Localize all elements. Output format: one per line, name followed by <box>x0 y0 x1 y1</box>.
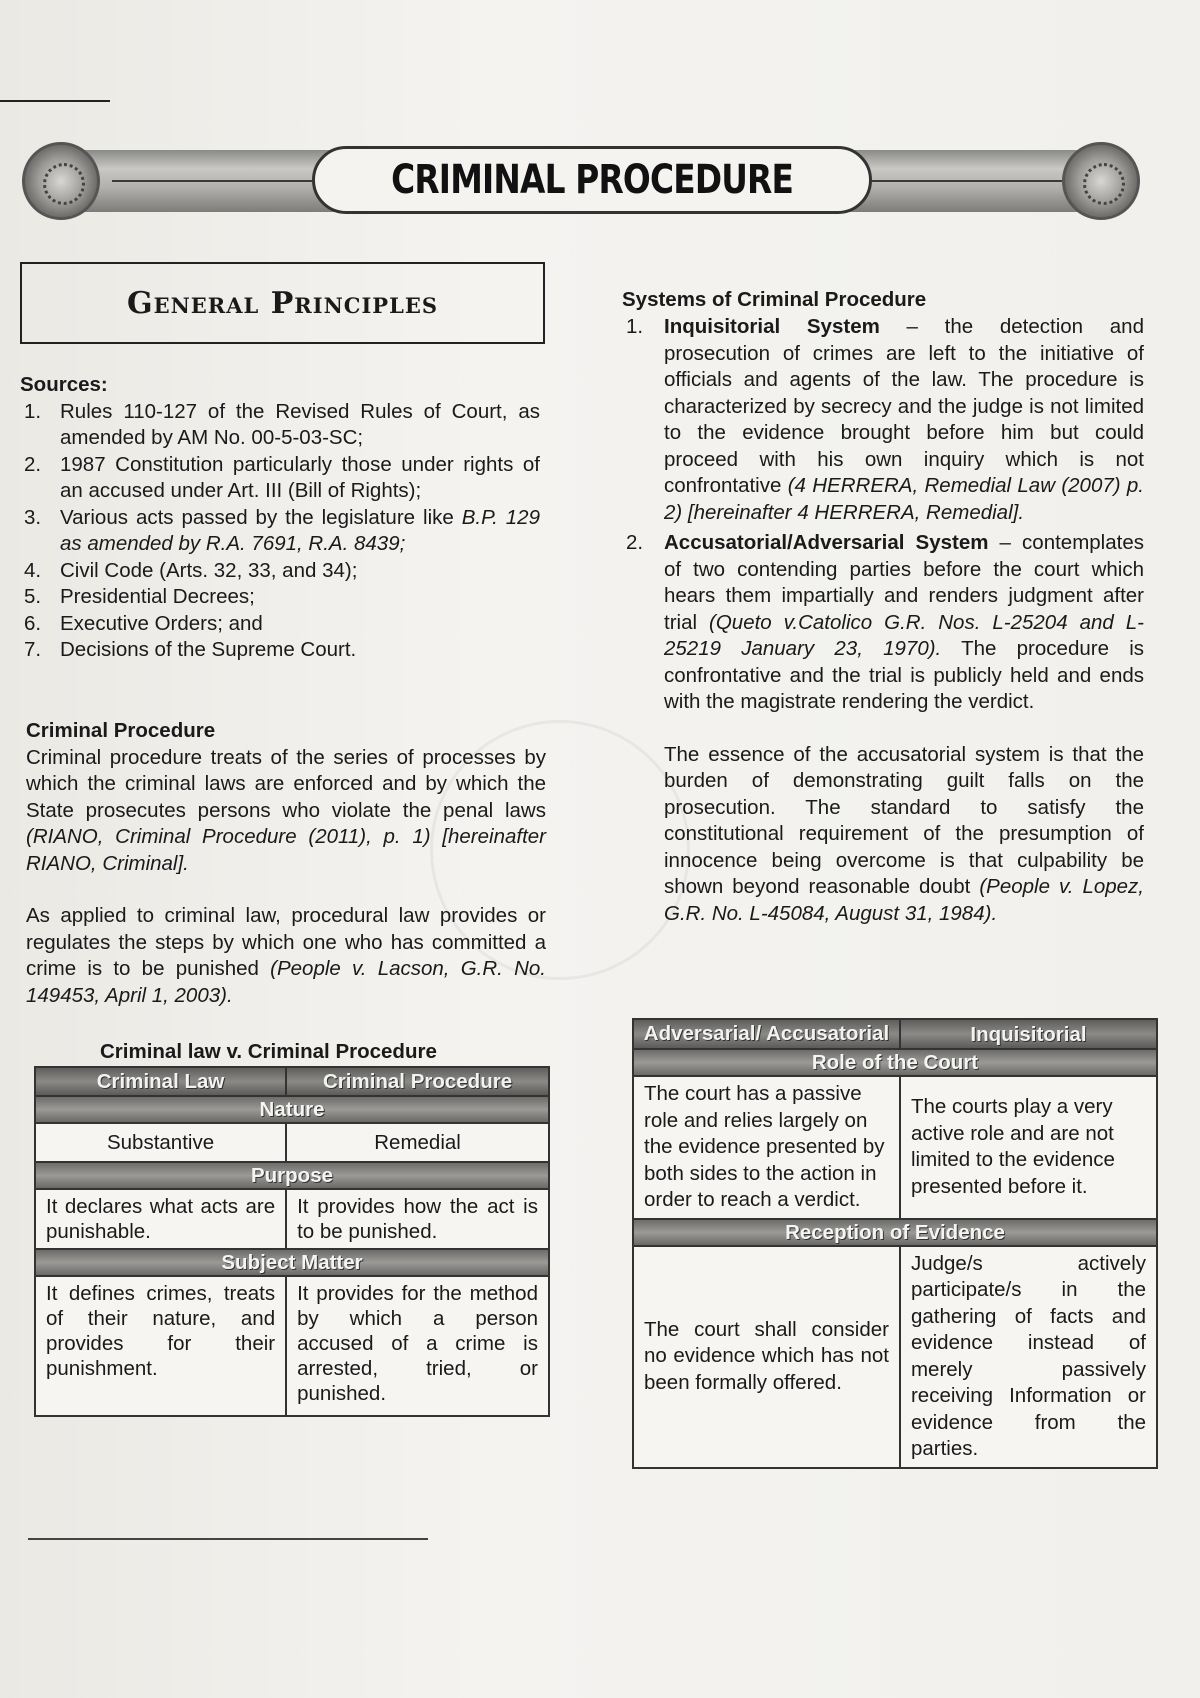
table-cell: The courts play a very active role and are not limited to the evidence presented before it. <box>900 1076 1157 1219</box>
banner-line-left <box>112 180 312 182</box>
system-title: Accusatorial/Adversarial System <box>664 531 989 554</box>
list-text: Presidential Decrees; <box>60 585 255 608</box>
column-header: Inquisitorial <box>900 1019 1157 1049</box>
comparison-table-law-procedure <box>34 1066 550 1417</box>
row-group-header: Role of the Court <box>633 1049 1157 1076</box>
table-cell: It defines crimes, treats of their nature, and provides for their punishment. <box>35 1276 286 1416</box>
paragraph-text: The essence of the accusatorial system is that the burden of demonstrating guilt falls on the prosecution. The standard to satisfy the constitutional requirement of the presumption of innocence being overcome is that culpability be shown beyond reasonable doubt <box>664 742 1144 898</box>
table-cell: It declares what acts are punishable. <box>35 1189 286 1249</box>
page-title: CRIMINAL PROCEDURE <box>391 157 793 203</box>
list-item <box>20 452 540 505</box>
list-text: Civil Code (Arts. 32, 33, and 34); <box>60 558 358 582</box>
column-header: Adversarial/ Accusatorial <box>633 1019 900 1049</box>
footer-rule <box>28 1538 428 1540</box>
sources-heading: Sources: <box>20 373 108 396</box>
list-item <box>20 611 540 638</box>
procedural-law-paragraph <box>26 903 546 1009</box>
list-number: 4. <box>24 558 42 582</box>
banner-plaque <box>312 146 872 214</box>
list-number: 6. <box>24 611 42 635</box>
table-cell: The court has a passive role and relies largely on the evidence presented by both sides to the action in order to reach a verdict. <box>633 1076 900 1219</box>
paragraph-text: Criminal procedure treats of the series of processes by which the criminal laws are enforced and by which the State prosecutes persons who violate the penal laws <box>26 745 546 822</box>
list-number: 5. <box>24 585 42 608</box>
row-group-header: Reception of Evidence <box>633 1219 1157 1246</box>
title-banner <box>22 140 1142 222</box>
table-caption: Criminal law v. Criminal Procedure <box>100 1040 437 1063</box>
table-cell: Remedial <box>286 1123 549 1162</box>
section-title: General Principles <box>126 285 439 321</box>
table-cell: It provides how the act is to be punished. <box>286 1189 549 1249</box>
criminal-procedure-paragraph <box>26 745 546 878</box>
system-text: – contemplates of two contending parties before the court which hears them impartially and renders judgment after trial <box>664 531 1144 634</box>
list-item <box>20 505 540 558</box>
systems-heading: Systems of Criminal Procedure <box>622 288 927 311</box>
system-text: The procedure is confrontative and the trial is publicly held and ends with the magistrate rendering the verdict. <box>664 637 1144 713</box>
list-number: 1. <box>24 399 42 423</box>
row-group-header: Purpose <box>35 1162 549 1189</box>
column-header: Criminal Law <box>35 1067 286 1096</box>
paragraph-citation: (People v. Lacson, G.R. No. 149453, April 1, 2003). <box>26 957 546 1007</box>
system-title: Inquisitorial System <box>664 315 880 338</box>
paragraph-citation: (RIANO, Criminal Procedure (2011), p. 1) [hereinafter RIANO, Criminal]. <box>26 825 546 875</box>
list-item <box>622 314 1144 526</box>
row-group-header: Subject Matter <box>35 1249 549 1276</box>
list-number: 3. <box>24 505 42 529</box>
comparison-table-systems <box>632 1018 1158 1469</box>
section-title-box <box>20 262 545 344</box>
criminal-procedure-heading: Criminal Procedure <box>26 719 216 742</box>
list-number: 2. <box>24 452 42 476</box>
table-cell: The court shall consider no evidence which has not been formally offered. <box>633 1246 900 1468</box>
banner-line-right <box>872 180 1062 182</box>
paragraph-text: As applied to criminal law, procedural law provides or regulates the steps by which one who has committed a crime is to be punished <box>26 904 546 980</box>
list-citation: B.P. 129 as amended by R.A. 7691, R.A. 8439; <box>60 505 540 555</box>
list-number: 7. <box>24 638 42 661</box>
list-text: Various acts passed by the legislature like <box>60 505 462 529</box>
system-citation: (Queto v.Catolico G.R. Nos. L-25204 and L-25219 January 23, 1970). <box>664 610 1144 660</box>
list-text: Executive Orders; and <box>60 611 263 635</box>
list-item <box>20 637 540 664</box>
system-text: – the detection and prosecution of crimes are left to the initiative of officials and agents of the law. The procedure is characterized by secrecy and the judge is not limited to the evidence brought before him but could proceed with his own inquiry which is not confrontative <box>664 315 1144 497</box>
system-citation: (4 HERRERA, Remedial Law (2007) p. 2) [hereinafter 4 HERRERA, Remedial]. <box>664 474 1144 524</box>
table-cell: It provides for the method by which a person accused of a crime is arrested, tried, or punished. <box>286 1276 549 1416</box>
systems-list <box>622 314 1144 927</box>
top-rule <box>0 100 110 102</box>
table-cell: Substantive <box>35 1123 286 1162</box>
list-text: Decisions of the Supreme Court. <box>60 638 357 661</box>
sources-section <box>20 372 540 664</box>
list-item <box>20 399 540 452</box>
list-text: 1987 Constitution particularly those under rights of an accused under Art. III (Bill of Rights); <box>60 452 540 502</box>
sources-list <box>20 399 540 664</box>
list-text: Rules 110-127 of the Revised Rules of Court, as amended by AM No. 00-5-03-SC; <box>60 399 540 449</box>
list-number: 1. <box>626 315 644 338</box>
essence-paragraph <box>622 742 1144 928</box>
list-item <box>20 558 540 585</box>
criminal-procedure-section <box>26 718 546 1009</box>
rosette-right-icon <box>1062 142 1140 220</box>
row-group-header: Nature <box>35 1096 549 1123</box>
paragraph-citation: (People v. Lopez, G.R. No. L-45084, August 31, 1984). <box>664 875 1144 925</box>
list-number: 2. <box>626 531 644 554</box>
list-item <box>622 530 1144 716</box>
rosette-left-icon <box>22 142 100 220</box>
table-cell: Judge/s actively participate/s in the gathering of facts and evidence instead of merely passively receiving Information or evidence from the parties. <box>900 1246 1157 1468</box>
column-header: Criminal Procedure <box>286 1067 549 1096</box>
list-item <box>20 584 540 611</box>
